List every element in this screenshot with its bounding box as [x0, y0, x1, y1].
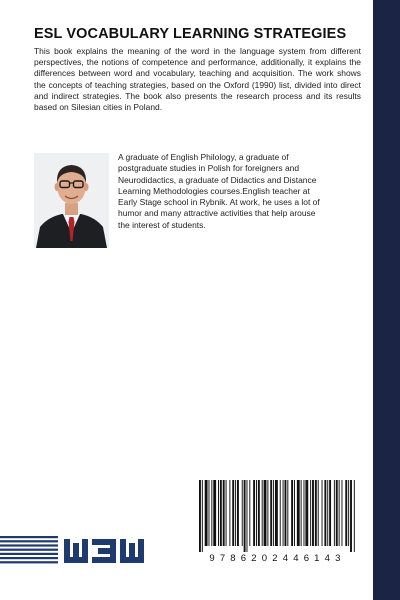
book-spine	[373, 0, 400, 600]
author-bio: A graduate of English Philology, a graduate of postgraduate studies in Polish for foreigners and Neurodidactics, a graduate of Didactics and Distance Learning Methodologies courses.English teacher at Early Stage school in Rybnik. At work, he uses a lot of humor and many attractive activities that help arouse the interest of students.	[118, 152, 320, 230]
book-title: ESL VOCABULARY LEARNING STRATEGIES	[34, 26, 347, 42]
author-photo	[34, 153, 109, 248]
publisher-logo	[63, 537, 145, 565]
decorative-stripes	[0, 536, 58, 566]
barcode-bars	[198, 480, 357, 552]
isbn-number: 9786202446143	[198, 553, 357, 564]
author-portrait-image	[34, 153, 109, 248]
book-description: This book explains the meaning of the word in the language system from different perspectives, the notions of competence and performance, additionally, it explains the differences between word and vocabulary, teaching and acquisition. The work shows the concepts of teaching strategies, based on the Oxford (1990) list, divided into direct and indirect strategies. The book also presents the research process and its results based on Silesian cities in Poland.	[34, 46, 361, 113]
